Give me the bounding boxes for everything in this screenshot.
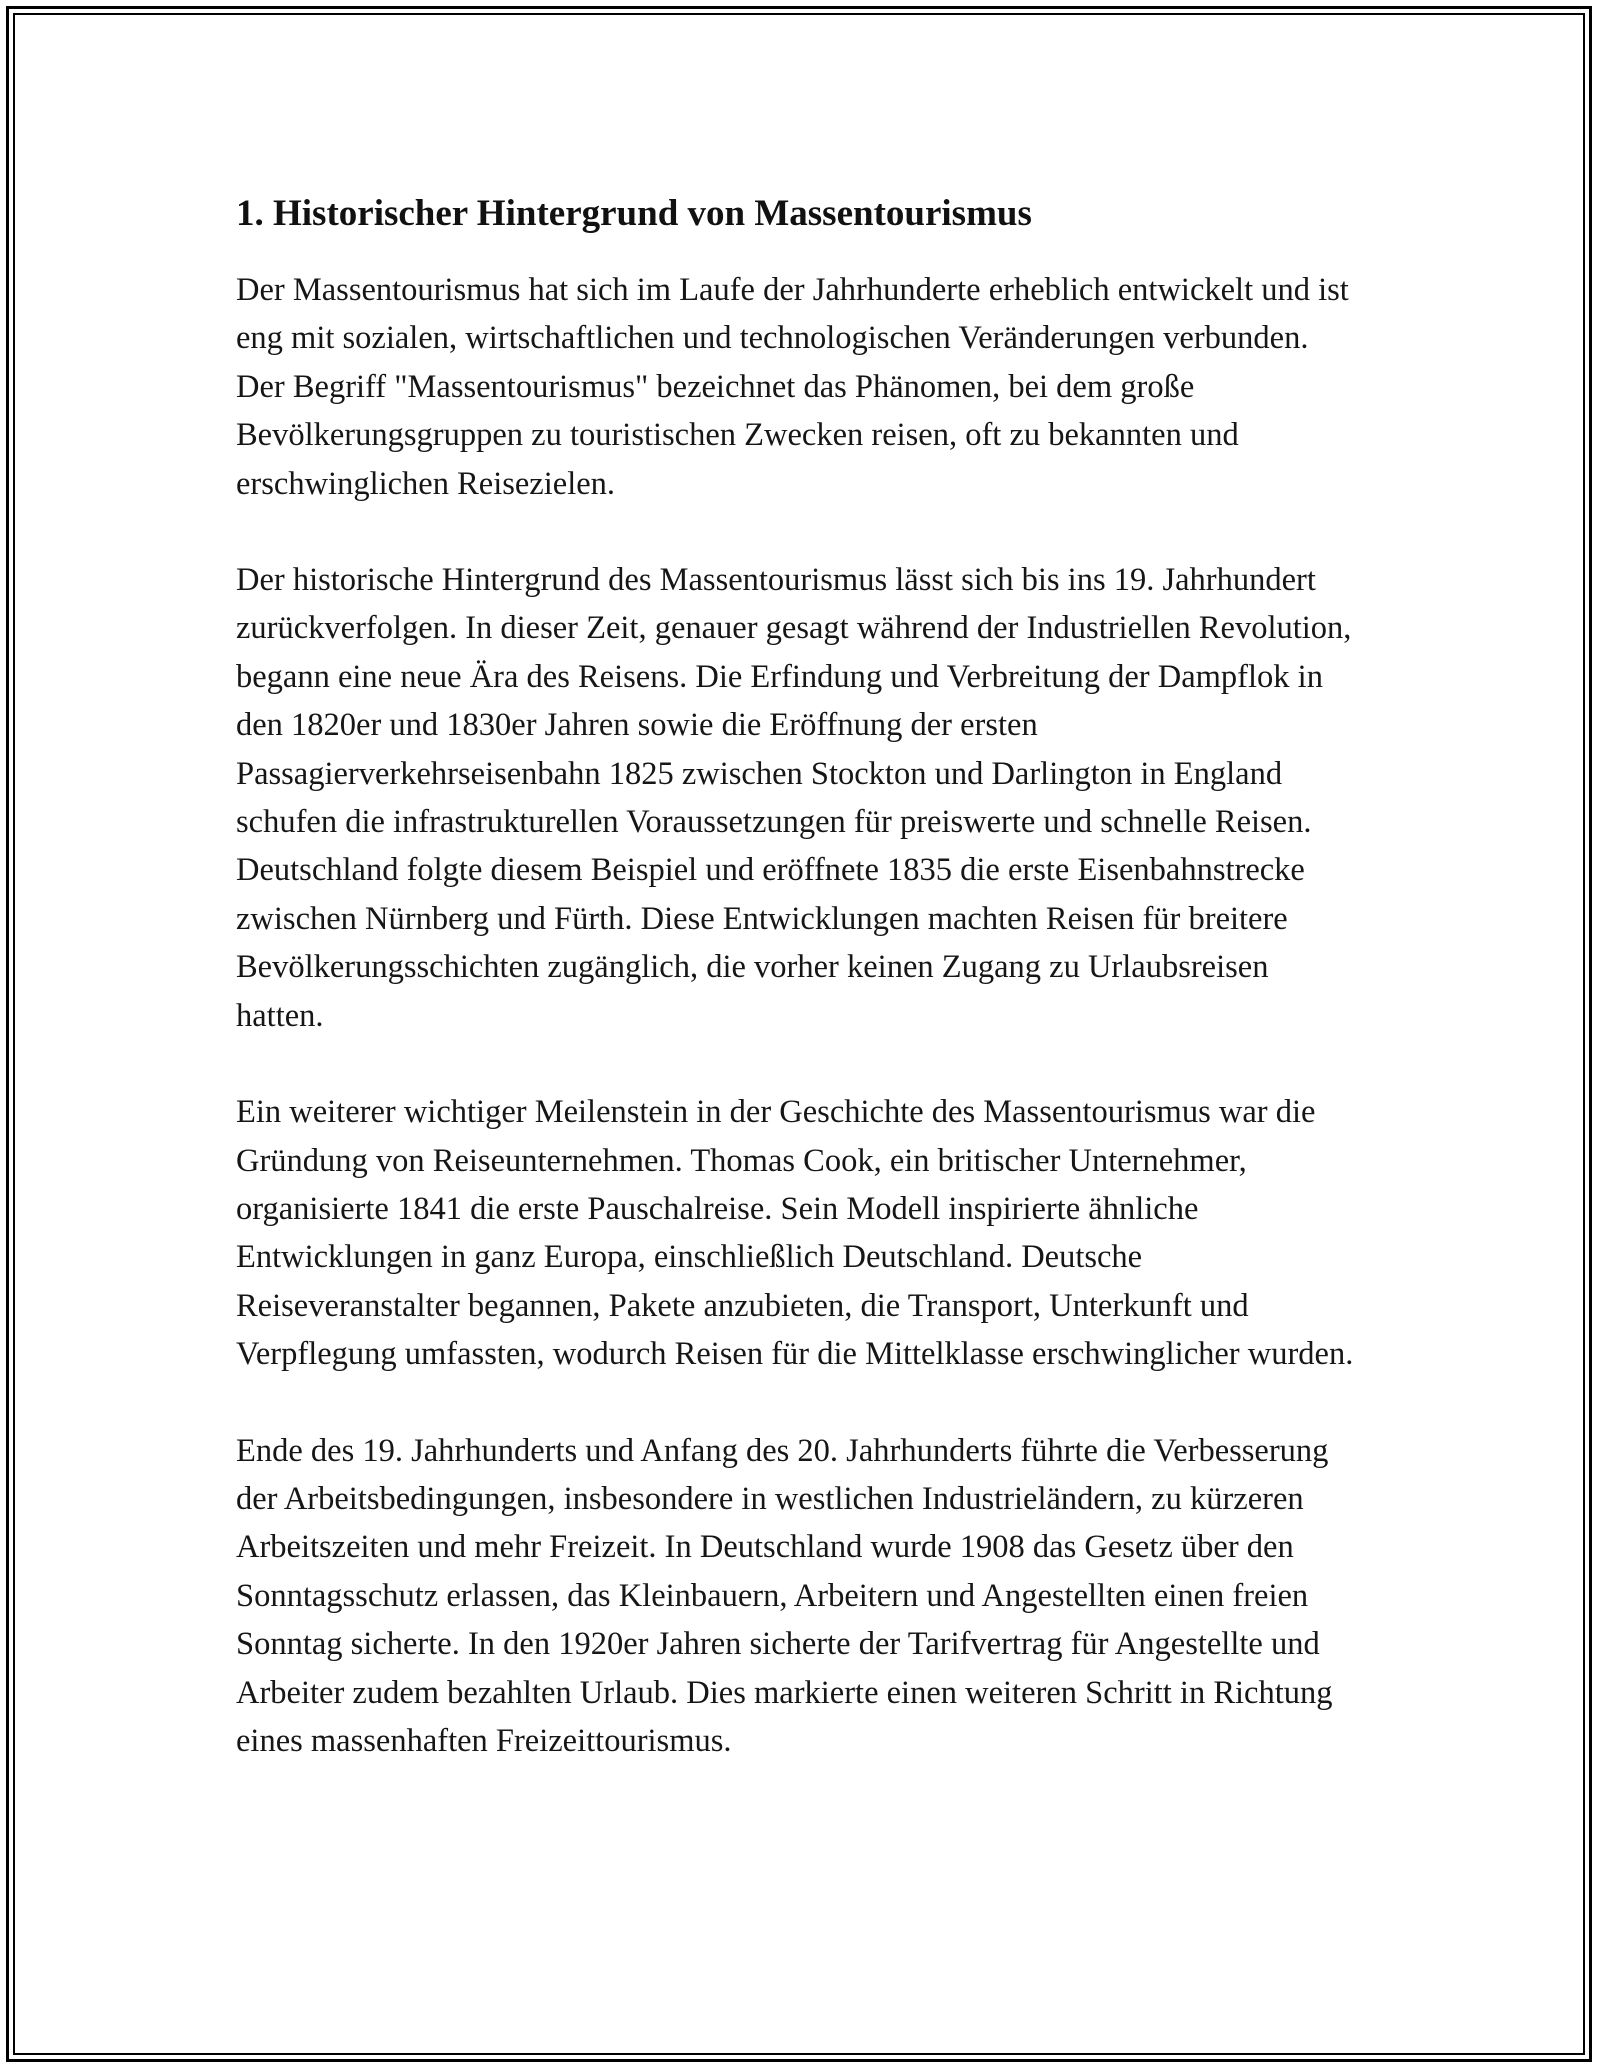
paragraph-4: Ende des 19. Jahrhunderts und Anfang des 20. Jahrhunderts führte die Verbesserung der Arbeitsbedingungen, insbesondere in westlichen Industrieländern, zu kürzeren Arbeitszeiten und mehr Freizeit. In Deutschland wurde 1908 das Gesetz über den Sonntagsschutz erlassen, das Kleinbauern, Arbeitern und Angestellten einen freien Sonntag sicherte. In den 1920er Jahren sicherte der Tarifvertrag für Angestellte und Arbeiter zudem bezahlten Urlaub. Dies markierte einen weiteren Schritt in Richtung eines massenhaften Freizeittourismus.	[236, 1432, 1333, 1759]
document-body	[236, 188, 1356, 1813]
paragraph-2: Der historische Hintergrund des Massentourismus lässt sich bis ins 19. Jahrhundert zurückverfolgen. In dieser Zeit, genauer gesagt während der Industriellen Revolution, begann eine neue Ära des Reisens. Die Erfindung und Verbreitung der Dampflok in den 1820er und 1830er Jahren sowie die Eröffnung der ersten Passagierverkehrseisenbahn 1825 zwischen Stockton und Darlington in England schufen die infrastrukturellen Voraussetzungen für preiswerte und schnelle Reisen. Deutschland folgte diesem Beispiel und eröffnete 1835 die erste Eisenbahnstrecke zwischen Nürnberg und Fürth. Diese Entwicklungen machten Reisen für breitere Bevölkerungsschichten zugänglich, die vorher keinen Zugang zu Urlaubsreisen hatten.	[236, 562, 1352, 1034]
paragraph-3: Ein weiterer wichtiger Meilenstein in der Geschichte des Massentourismus war die Gründung von Reiseunternehmen. Thomas Cook, ein britischer Unternehmer, organisierte 1841 die erste Pauschalreise. Sein Modell inspirierte ähnliche Entwicklungen in ganz Europa, einschließlich Deutschland. Deutsche Reiseveranstalter begannen, Pakete anzubieten, die Transport, Unterkunft und Verpflegung umfassten, wodurch Reisen für die Mittelklasse erschwinglicher wurden.	[236, 1094, 1354, 1373]
paragraph-1: Der Massentourismus hat sich im Laufe der Jahrhunderte erheblich entwickelt und ist eng mit sozialen, wirtschaftlichen und technologischen Veränderungen verbunden. Der Begriff "Massentourismus" bezeichnet das Phänomen, bei dem große Bevölkerungsgruppen zu touristischen Zwecken reisen, oft zu bekannten und erschwinglichen Reisezielen.	[236, 272, 1349, 502]
section-heading: 1. Historischer Hintergrund von Massentourismus	[236, 193, 1032, 234]
